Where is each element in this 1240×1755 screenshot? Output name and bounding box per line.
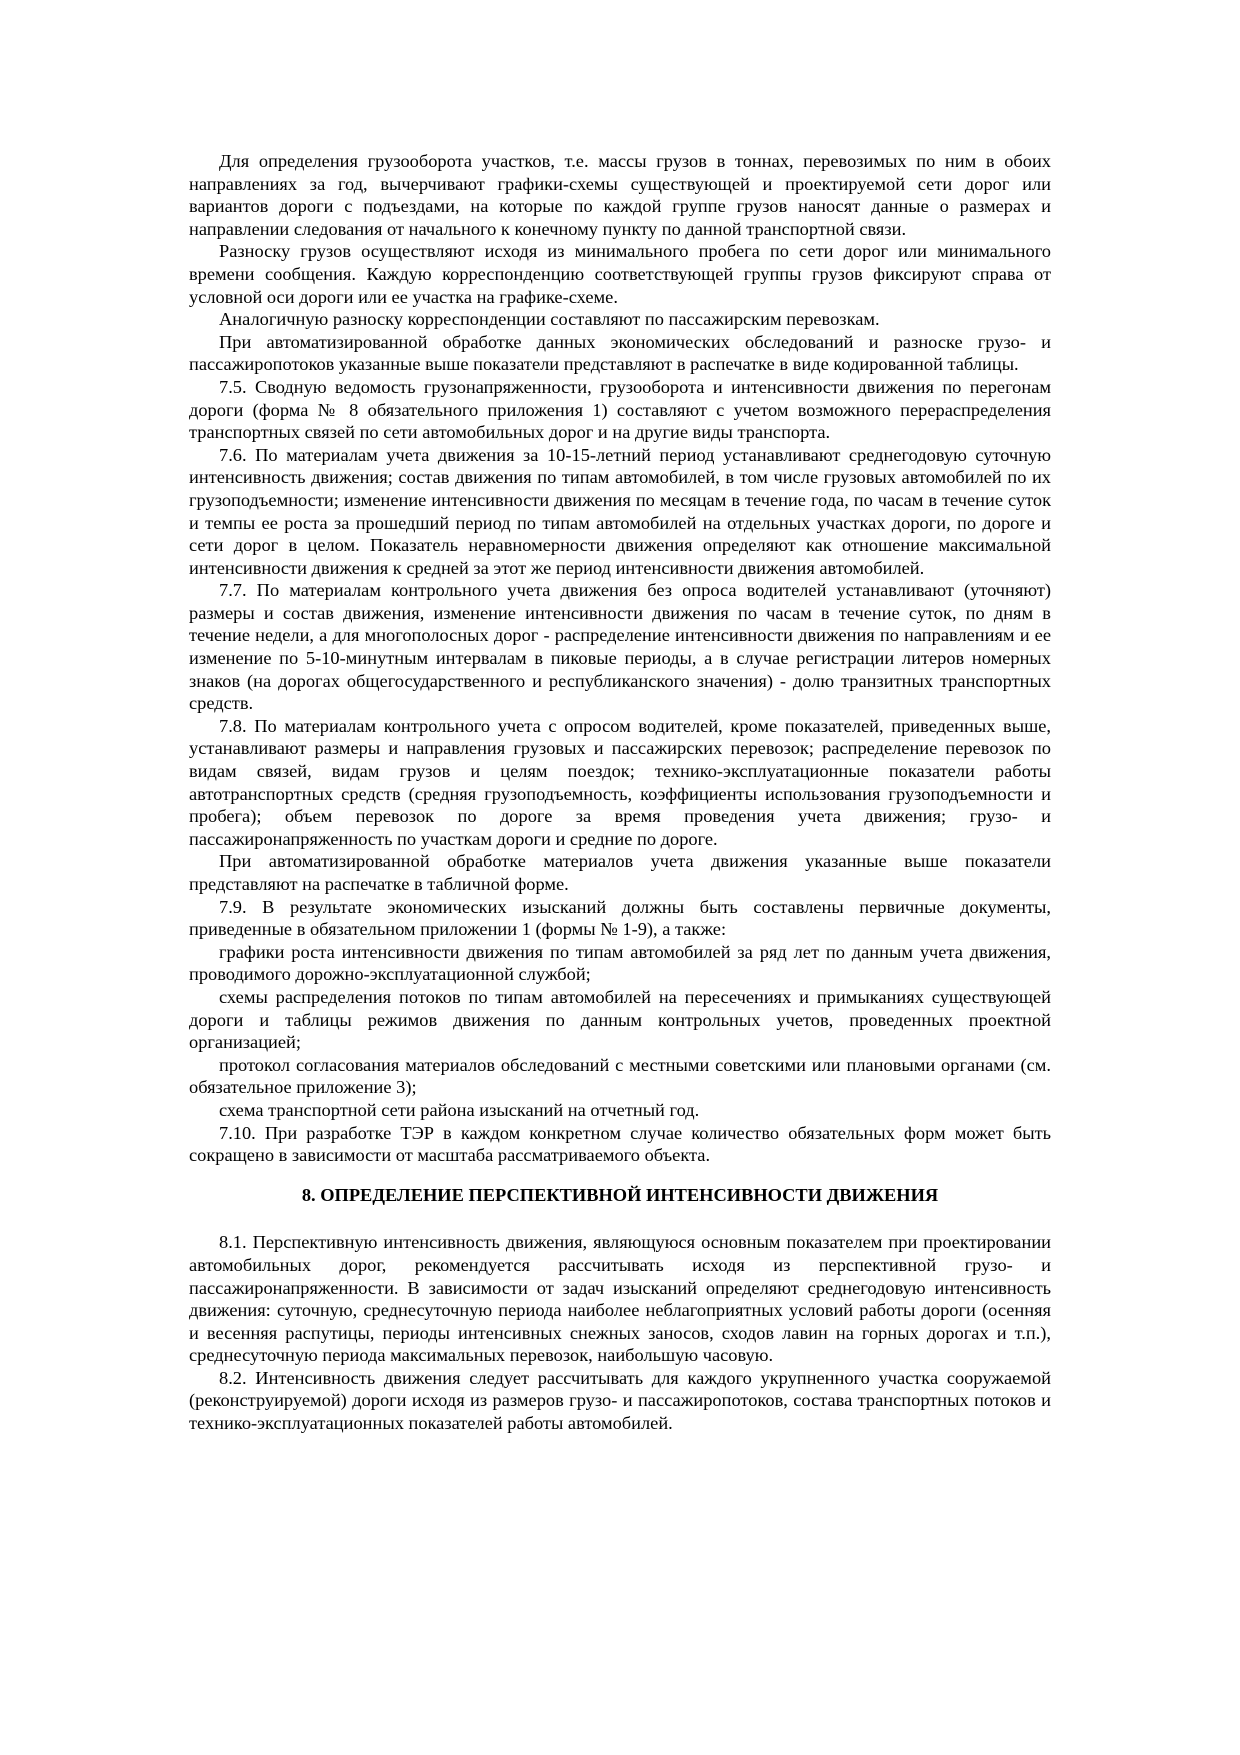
paragraph-passenger-distribution: Аналогичную разноску корреспонденции составляют по пассажирским перевозкам. (219, 309, 880, 330)
document-page (189, 150, 1051, 1435)
paragraph-flow-schemes: схемы распределения потоков по типам автомобилей на пересечениях и примыканиях существующей дороги и таблицы режимов движения по данным контрольных учетов, проведенных проектной организацией; (189, 986, 1051, 1053)
paragraph-cargo-distribution: Разноску грузов осуществляют исходя из минимального пробега по сети дорог или минимального времени сообщения. Каждую корреспонденцию соответствующей группы грузов фиксируют справа от условной оси дороги или ее участка на графике-схеме. (189, 241, 1051, 307)
paragraph-7-8: 7.8. По материалам контрольного учета с опросом водителей, кроме показателей, приведенных выше, устанавливают размеры и направления грузовых и пассажирских перевозок; распределение перевозок по видам связей, видам грузов и целям поездок; технико-эксплуатационные показатели работы автотранспортных средств (средняя грузоподъемность, коэффициенты использования грузоподъемности и пробега); объем перевозок по дороге за время проведения учета движения; грузо- и пассажиронапряженность по участкам дороги и средние по дороге. (189, 715, 1051, 849)
paragraph-8-2: 8.2. Интенсивность движения следует рассчитывать для каждого укрупненного участка сооружаемой (реконструируемой) дороги исходя из размеров грузо- и пассажиропотоков, состава транспортных потоков и технико-эксплуатационных показателей работы автомобилей. (189, 1367, 1051, 1434)
paragraph-cargo-turnover: Для определения грузооборота участков, т.е. массы грузов в тоннах, перевозимых по ним в обоих направлениях за год, вычерчивают графики-схемы существующей и проектируемой сети дорог или вариантов дороги с подъездами, на которые по каждой группе грузов наносят данные о размерах и направлении следования от начального к конечному пункту по данной транспортной связи. (189, 151, 1051, 239)
paragraph-7-10: 7.10. При разработке ТЭР в каждом конкретном случае количество обязательных форм может быть сокращено в зависимости от масштаба рассматриваемого объекта. (189, 1122, 1051, 1166)
paragraph-automated-table: При автоматизированной обработке материалов учета движения указанные выше показатели представляют на распечатке в табличной форме. (189, 851, 1051, 894)
paragraph-automated-processing: При автоматизированной обработке данных экономических обследований и разноске грузо- и пассажиропотоков указанные выше показатели представляют в распечатке в виде кодированной таблицы. (189, 331, 1051, 375)
paragraph-7-6: 7.6. По материалам учета движения за 10-15-летний период устанавливают среднегодовую суточную интенсивность движения; состав движения по типам автомобилей, в том числе грузовых автомобилей по их грузоподъемности; изменение интенсивности движения по месяцам в течение года, по часам в течение суток и темпы ее роста за прошедший период по типам автомобилей на отдельных участках дороги, по дороге и сети дорог в целом. Показатель неравномерности движения определяют как отношение максимальной интенсивности движения к средней за этот же период интенсивности движения автомобилей. (189, 444, 1051, 578)
paragraph-growth-graphs: графики роста интенсивности движения по типам автомобилей за ряд лет по данным учета движения, проводимого дорожно-эксплуатационной службой; (189, 941, 1051, 985)
paragraph-7-7: 7.7. По материалам контрольного учета движения без опроса водителей устанавливают (уточняют) размеры и состав движения, изменение интенсивности движения по часам в течение суток, по дням в течение недели, а для многополосных дорог - распределение интенсивности движения по направлениям и ее изменение по 5-10-минутным интервалам в пиковые периоды, а в случае регистрации литеров номерных знаков (на дорогах общегосударственного и республиканского значения) - долю транзитных транспортных средств. (189, 580, 1051, 714)
paragraph-7-5: 7.5. Сводную ведомость грузонапряженности, грузооборота и интенсивности движения по перегонам дороги (форма № 8 обязательного приложения 1) составляют с учетом возможного перераспределения транспортных связей по сети автомобильных дорог и на другие виды транспорта. (189, 376, 1051, 443)
paragraph-8-1: 8.1. Перспективную интенсивность движения, являющуюся основным показателем при проектировании автомобильных дорог, рекомендуется рассчитывать исходя из перспективной грузо- и пассажиронапряженности. В зависимости от задач изысканий определяют среднегодовую интенсивность движения: суточную, среднесуточную периода наиболее неблагоприятных условий работы дороги (осенняя и весенняя распутицы, периоды интенсивных снежных заносов, сходов лавин на горных дорогах и т.п.), среднесуточную периода максимальных перевозок, наибольшую часовую. (189, 1232, 1051, 1366)
paragraph-approval-protocol: протокол согласования материалов обследований с местными советскими или плановыми органами (см. обязательное приложение 3); (189, 1054, 1051, 1098)
section-heading: 8. ОПРЕДЕЛЕНИЕ ПЕРСПЕКТИВНОЙ ИНТЕНСИВНОСТИ ДВИЖЕНИЯ (301, 1184, 939, 1205)
paragraph-7-9: 7.9. В результате экономических изысканий должны быть составлены первичные документы, приведенные в обязательном приложении 1 (формы № 1-9), а также: (189, 896, 1051, 940)
paragraph-network-scheme: схема транспортной сети района изысканий на отчетный год. (219, 1099, 700, 1120)
